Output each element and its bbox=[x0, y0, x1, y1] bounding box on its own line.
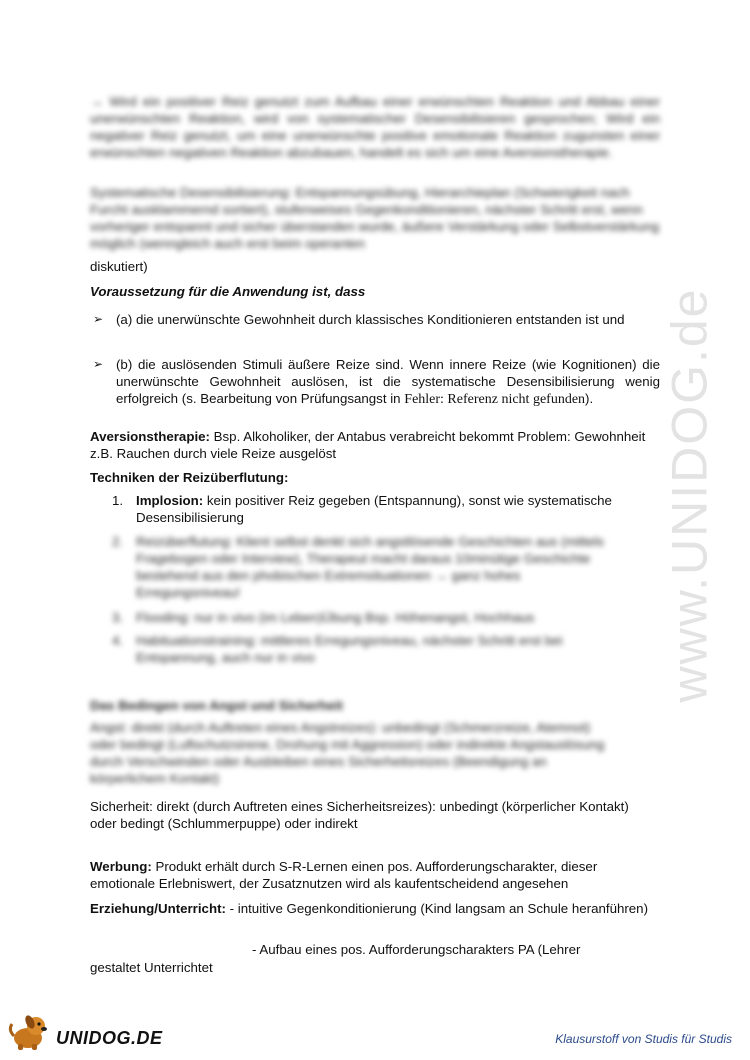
aversion-paragraph bbox=[90, 428, 660, 462]
blurred-angst-paragraph bbox=[90, 719, 610, 787]
blurred-text: Habituationstraining: mittleres Erregungsniveau, nächster Schritt erst bei Entspannung, auch nur in vivo bbox=[136, 633, 563, 665]
aversion-text: Bsp. Alkoholiker, der Antabus verabreicht bekommt Problem: Gewohnheit z.B. Rauchen durch viele Reize ausgelöst bbox=[90, 429, 646, 461]
footer-slogan: Klausurstoff von Studis für Studis bbox=[555, 1032, 732, 1046]
diskutiert-text: diskutiert) bbox=[90, 259, 148, 274]
reference-error: Fehler: Referenz nicht gefunden bbox=[404, 392, 586, 407]
blurred-paragraph-2 bbox=[90, 184, 660, 252]
logo-text: UNIDOG.DE bbox=[56, 1028, 163, 1048]
erziehung-text: - intuitive Gegenkonditionierung (Kind langsam an Schule heranführen) bbox=[225, 901, 649, 916]
bullet-b-text bbox=[116, 356, 660, 408]
erziehung-paragraph bbox=[90, 900, 650, 917]
bullet-b-main: (b) die auslösenden Stimuli äußere Reize sind. Wenn innere Reize (wie Kognitionen) die unerwünschte Gewohnheit auslösen, ist die systematische Desensibilisierung wenig erfolgreich (s. Bearbeitung von Prüfungsangst in bbox=[116, 357, 660, 406]
techniken-heading: Techniken der Reizüberflutung: bbox=[90, 470, 289, 485]
blurred-paragraph-1 bbox=[90, 93, 660, 161]
blurred-list-number-4: 4. bbox=[112, 633, 124, 648]
blurred-list-number-2: 2. bbox=[112, 534, 124, 549]
werbung-text: Produkt erhält durch S-R-Lernen einen pos. Aufforderungscharakter, dieser emotionale Erlebniswert, der Zusatznutzen wird als kaufentscheidend angesehen bbox=[90, 859, 598, 891]
aversion-label: Aversionstherapie: bbox=[90, 429, 210, 444]
implosion-item bbox=[136, 492, 660, 526]
voraussetzung-heading: Voraussetzung für die Anwendung ist, dass bbox=[90, 284, 366, 299]
blurred-list-item-3 bbox=[136, 609, 626, 626]
blurred-list-item-2 bbox=[136, 533, 626, 601]
blurred-text: Flooding: nur in vivo (im Leben)Übung Bsp. Höhenangst, Hochhaus bbox=[136, 610, 535, 625]
blurred-text: → Wird ein positiver Reiz genutzt zum Aufbau einer erwünschten Reaktion und Abbau einer unerwünschten Reaktion, wird von systematischer Desensibilisieren gesprochen; Wird ein negativer Reiz genutzt, um eine unerwünschte positive emotionale Reaktion zugunsten einer erwünschten negativen Reaktion abzubauen, handelt es sich um eine Aversionstherapie. bbox=[90, 94, 660, 160]
werbung-paragraph bbox=[90, 858, 650, 892]
dog-icon bbox=[6, 1012, 58, 1052]
werbung-label: Werbung: bbox=[90, 859, 152, 874]
blurred-list-number-3: 3. bbox=[112, 610, 124, 625]
sicherheit-paragraph: Sicherheit: direkt (durch Auftreten eines Sicherheitsreizes): unbedingt (körperlicher Kontakt) oder bedingt (Schlummerpuppe) oder indirekt bbox=[90, 799, 629, 831]
bullet-b-end: ). bbox=[585, 391, 594, 406]
watermark-text: www.UNIDOG.de bbox=[661, 287, 718, 703]
aufbau-text: - Aufbau eines pos. Aufforderungscharakters PA (Lehrer bbox=[252, 942, 581, 957]
blurred-text: Systematische Desensibilisierung: Entspannungsübung, Hierarchieplan (Schwierigkeit nach Furcht ausklammernd sortiert), stufenweises Gegenkonditionieren, nächster Schritt erst, wenn vorheriger entspannt und sicher überstanden wurde, äußere Verstärkung oder Selbstverstärkung möglich (wenngleich auch erst beim operanten bbox=[90, 185, 660, 251]
bullet-a-text: (a) die unerwünschte Gewohnheit durch klassisches Konditionieren entstanden ist und bbox=[116, 312, 625, 327]
unidog-logo bbox=[6, 1012, 166, 1052]
blurred-list-item-4 bbox=[136, 632, 626, 666]
blurred-text: Angst: direkt (durch Auftreten eines Angstreizes): unbedingt (Schmerzreize, Atemnot) oder bedingt (Luftschutzsirene, Drohung mit Aggression) oder indirekte Angstauslösung durch Verschwinden oder Ausbleiben eines Sicherheitsreizes (Beendigung an körperlichem Kontakt) bbox=[90, 720, 605, 786]
implosion-text: kein positiver Reiz gegeben (Entspannung), sonst wie systematische Desensibilisierung bbox=[136, 493, 612, 525]
blurred-section-heading: Das Bedingen von Angst und Sicherheit bbox=[90, 698, 343, 713]
list-number-1: 1. bbox=[112, 493, 124, 508]
implosion-label: Implosion: bbox=[136, 493, 204, 508]
bullet-arrow-icon: ➢ bbox=[93, 312, 104, 326]
gestaltet-text: gestaltet Unterrichtet bbox=[90, 960, 213, 975]
bullet-arrow-icon: ➢ bbox=[93, 357, 104, 371]
blurred-text: Reizüberflutung: Klient selbst denkt sich angstlösende Geschichten aus (mittels Fragebogen oder Interview), Therapeut macht daraus 10minütige Geschichte bestehend aus den phobischen Extremsituationen → ganz hohes Erregungsniveau! bbox=[136, 534, 604, 600]
erziehung-label: Erziehung/Unterricht: bbox=[90, 901, 226, 916]
